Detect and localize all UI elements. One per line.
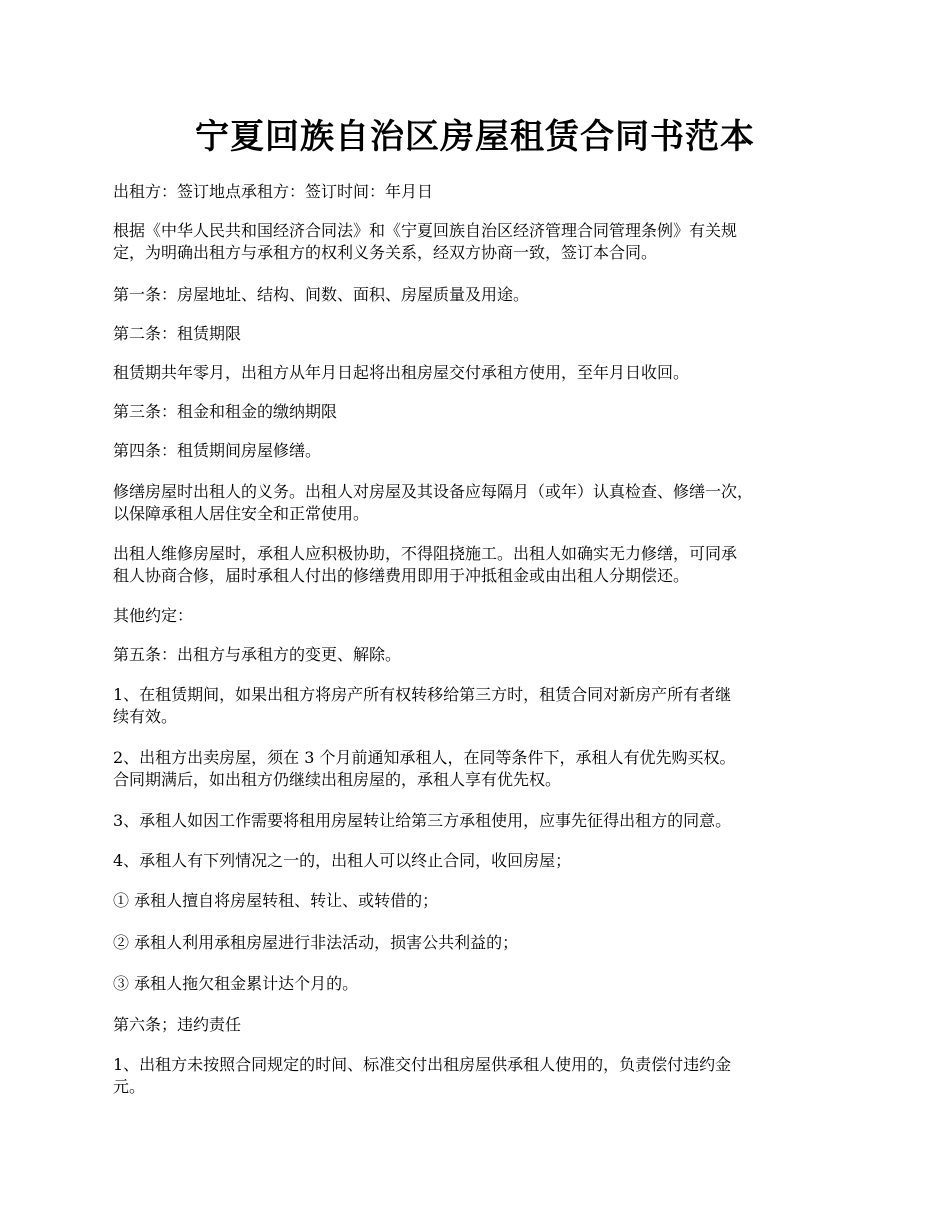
termination-item-2: ② 承租人利用承租房屋进行非法活动，损害公共利益的； <box>113 933 519 952</box>
article-4-heading: 第四条：租赁期间房屋修缮。 <box>113 441 322 460</box>
article-6-heading: 第六条；违约责任 <box>113 1015 242 1034</box>
document-title: 宁夏回族自治区房屋租赁合同书范本 <box>195 117 755 157</box>
article-3-heading: 第三条：租金和租金的缴纳期限 <box>113 402 338 421</box>
article-1-heading: 第一条：房屋地址、结构、间数、面积、房屋质量及用途。 <box>113 285 530 304</box>
article-2-heading: 第二条：租赁期限 <box>113 324 242 343</box>
clause-6-1-paragraph: 1、出租方未按照合同规定的时间、标准交付出租房屋供承租人使用的，负责偿付违约金 元。 <box>113 1055 732 1096</box>
clause-5-4-paragraph: 4、承租人有下列情况之一的，出租人可以终止合同，收回房屋； <box>113 851 572 870</box>
contract-parties-line: 出租方：签订地点承租方：签订时间：年月日 <box>113 182 434 201</box>
repair-obligation-paragraph: 修缮房屋时出租人的义务。出租人对房屋及其设备应每隔月（或年）认真检查、修缮一次， 以保障承租人居住安全和正常使用。 <box>113 482 754 523</box>
lease-term-paragraph: 租赁期共年零月，出租方从年月日起将出租房屋交付承租方使用，至年月日收回。 <box>113 363 690 382</box>
termination-item-1: ① 承租人擅自将房屋转租、转让、或转借的； <box>113 891 439 910</box>
clause-5-1-paragraph: 1、在租赁期间，如果出租方将房产所有权转移给第三方时，租赁合同对新房产所有者继 续有效。 <box>113 685 732 726</box>
termination-item-3: ③ 承租人拖欠租金累计达个月的。 <box>113 974 359 993</box>
article-5-heading: 第五条：出租方与承租方的变更、解除。 <box>113 645 402 664</box>
preamble-paragraph: 根据《中华人民共和国经济合同法》和《宁夏回族自治区经济管理合同管理条例》有关规 定，为明确出租方与承租方的权利义务关系，经双方协商一致，签订本合同。 <box>113 221 738 262</box>
clause-5-2-paragraph: 2、出租方出卖房屋，须在 3 个月前通知承租人，在同等条件下，承租人有优先购买权。 合同期满后，如出租方仍继续出租房屋的，承租人享有优先权。 <box>113 748 736 789</box>
repair-cooperation-paragraph: 出租人维修房屋时，承租人应积极协助，不得阻挠施工。出租人如确实无力修缮，可同承 租人协商合修，届时承租人付出的修缮费用即用于冲抵租金或由出租人分期偿还。 <box>113 544 738 585</box>
other-agreements-label: 其他约定： <box>113 606 194 625</box>
clause-5-3-paragraph: 3、承租人如因工作需要将租用房屋转让给第三方承租使用，应事先征得出租方的同意。 <box>113 811 732 830</box>
